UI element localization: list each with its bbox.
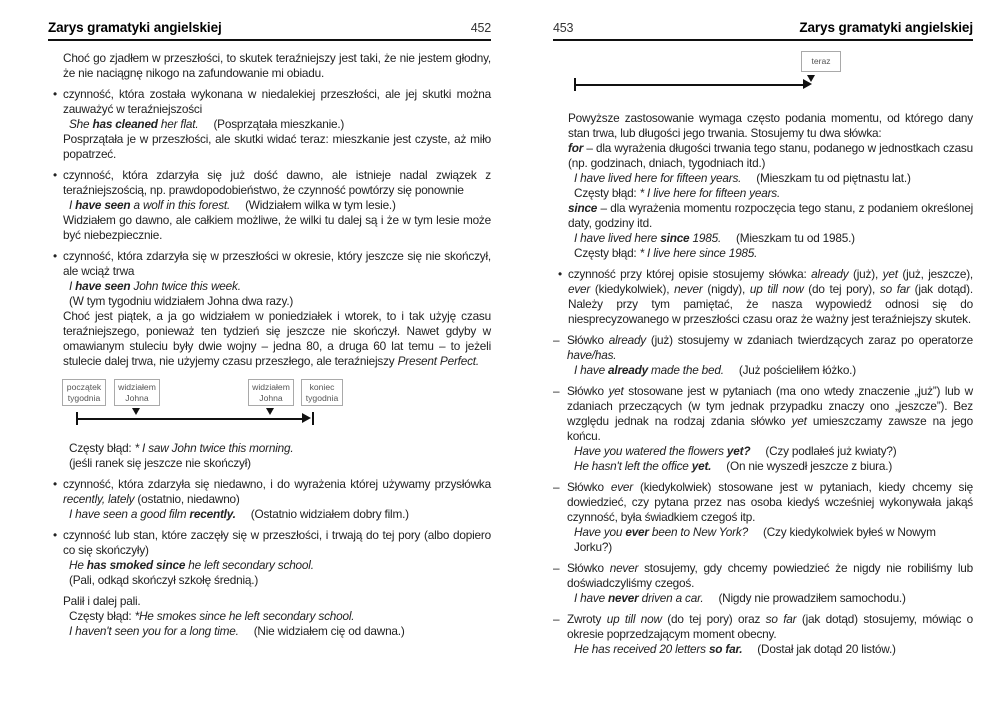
dash-item — [553, 561, 973, 591]
text-run: (Dostał jak dotąd 20 listów.) — [757, 642, 896, 656]
text-run: (do tej pory), — [803, 282, 880, 296]
text-run: ever — [610, 480, 633, 494]
text-run: a wolf in this forest. — [130, 198, 231, 212]
dash-item — [553, 384, 973, 444]
text-run: (Nigdy nie prowadziłem samochodu.) — [718, 591, 906, 605]
text-run: Słówko — [567, 384, 609, 398]
box-label: teraz — [811, 56, 831, 66]
text-run: recently, lately — [63, 492, 135, 506]
page-number: 453 — [553, 21, 574, 35]
text-run: (Pali, odkąd skończył szkołę średnią.) — [69, 573, 259, 587]
text-run: yet — [882, 267, 898, 281]
text-run: (już), — [848, 267, 883, 281]
text-run: made the bed. — [647, 363, 724, 377]
box-label: Johna — [125, 392, 149, 403]
text-run: Słówko — [567, 333, 609, 347]
text-run: czynność przy której opisie stosujemy słówka: — [568, 267, 812, 281]
text-run: Zwroty — [567, 612, 607, 626]
down-arrow-icon — [132, 408, 140, 415]
text-run: never — [608, 591, 639, 605]
text-run: has smoked since — [86, 558, 186, 572]
note-line — [69, 609, 491, 624]
text-run: Częsty błąd: — [69, 441, 135, 455]
text-run: been to New York? — [648, 525, 748, 539]
timeline-end-tick — [312, 412, 314, 425]
text-run: so far — [765, 612, 797, 626]
text-run: czynność, która zdarzyła się już dość dawno, ale istnieje nadal związek z teraźniejszością, np. prawdopodobieństwo, że czynność powtórzy się ponownie — [63, 168, 491, 197]
note-line — [574, 246, 973, 261]
timeline-label-box — [801, 51, 841, 72]
text-run: ever — [625, 525, 649, 539]
example-line — [574, 525, 973, 555]
text-run: (ostatnio, niedawno) — [134, 492, 240, 506]
page-right — [553, 20, 973, 657]
text-run: already — [811, 267, 849, 281]
note-line — [69, 441, 491, 456]
box-label: początek — [66, 382, 102, 392]
para-line — [63, 51, 491, 81]
text-run: yet? — [726, 444, 751, 458]
text-run: Częsty błąd: — [574, 246, 640, 260]
text-run: (już, jeszcze), — [897, 267, 973, 281]
text-run: Słówko — [567, 561, 610, 575]
text-run: 1985. — [689, 231, 722, 245]
bullet-item — [48, 87, 491, 117]
text-run: (jak dotąd) stosujemy, mówiąc o okresie poprzedzającym moment obecny. — [567, 612, 973, 641]
text-run: (Nie widziałem cię od dawna.) — [253, 624, 405, 638]
para-line — [63, 594, 491, 609]
box-label: widziałem — [252, 382, 290, 392]
page-header-left — [48, 20, 491, 41]
text-run: (On nie wyszedł jeszcze z biura.) — [726, 459, 893, 473]
text-run: I have lived here — [574, 231, 661, 245]
box-label: tygodnia — [67, 392, 101, 403]
text-run: (Posprzątała mieszkanie.) — [213, 117, 345, 131]
text-run: (Już pościeliłem łóżko.) — [738, 363, 856, 377]
text-run: czynność, która została wykonana w niedalekiej przeszłości, ale jej skutki można zauważyć w teraźniejszości — [63, 87, 491, 116]
example-line — [69, 507, 491, 522]
text-run: (Czy kiedykolwiek byłeś w Nowym Jorku?) — [574, 525, 936, 554]
text-run: * I live here for fifteen years. — [639, 186, 781, 200]
text-run: *He smokes since he left secondary school. — [134, 609, 355, 623]
text-run: czynność, która zdarzyła się niedawno, i do wyrażenia której używamy przysłówka — [63, 477, 491, 491]
week-timeline-diagram — [48, 379, 491, 431]
text-run: Widziałem go dawno, ale całkiem możliwe, że wilki tu dalej są i że w tym lesie może być niebezpiecznie. — [63, 213, 491, 242]
box-label: koniec — [309, 382, 335, 392]
bullet-item — [48, 528, 491, 558]
dash-item — [553, 612, 973, 642]
text-run: for — [568, 141, 584, 155]
box-label: tygodnia — [305, 392, 339, 403]
example-line — [574, 444, 973, 459]
text-run: (Ostatnio widziałem dobry film.) — [250, 507, 409, 521]
timeline-label-box — [301, 379, 343, 406]
text-run: (kiedykolwiek), — [590, 282, 675, 296]
bullet-item — [48, 477, 491, 507]
text-run: driven a car. — [638, 591, 704, 605]
text-run: (Czy podlałeś już kwiaty?) — [765, 444, 897, 458]
text-run: Częsty błąd: — [574, 186, 640, 200]
timeline-label-box — [114, 379, 160, 406]
text-run: have seen — [75, 279, 131, 293]
text-run: up till now — [749, 282, 804, 296]
text-run: stosujemy, gdy chcemy powiedzieć że nigdy nie robiliśmy lub doświadczyliśmy czegoś. — [567, 561, 973, 590]
dash-item — [553, 333, 973, 363]
running-title: Zarys gramatyki angielskiej — [799, 20, 973, 35]
text-run: have/has. — [567, 348, 617, 362]
dash-item — [553, 480, 973, 525]
text-run: since — [568, 201, 598, 215]
down-arrow-icon — [266, 408, 274, 415]
text-run: (W tym tygodniu widziałem Johna dwa razy.) — [69, 294, 294, 308]
text-run: yet — [791, 414, 807, 428]
text-run: I have — [574, 363, 609, 377]
text-run: Have you watered the flowers — [574, 444, 727, 458]
example-line — [69, 279, 491, 294]
text-run: already — [608, 333, 647, 347]
dash-marker: – — [553, 561, 560, 575]
example-line — [574, 642, 973, 657]
para-line — [63, 309, 491, 369]
example-line — [69, 573, 491, 588]
text-run: (jak dotąd). Należy przy tym pamiętać, że nasza wypowiedź odnosi się do niesprecyzowanego w przeszłości czasu oraz że ważny jest teraźniejszy skutek. — [568, 282, 973, 326]
para-line — [568, 111, 973, 141]
example-line — [574, 591, 973, 606]
text-run: have seen — [75, 198, 131, 212]
text-run: (kiedykolwiek) stosowane jest w pytaniach, kiedy chcemy się dowiedzieć, czy pytana przez nas osoba kiedyś wcześniej wykonywała jakąś czynność, była świadkiem czegoś itp. — [567, 480, 973, 524]
text-run: He — [69, 558, 87, 572]
box-label: widziałem — [118, 382, 156, 392]
para-line — [568, 141, 973, 171]
text-run: – dla wyrażenia momentu rozpoczęcia tego stanu, z podaniem określonej daty, godziny itd. — [568, 201, 973, 230]
text-run: so far. — [708, 642, 743, 656]
now-timeline-diagram — [553, 51, 973, 99]
example-line — [69, 294, 491, 309]
text-run: he left secondary school. — [185, 558, 314, 572]
bullet-item — [553, 267, 973, 327]
text-run: Present Perfect. — [397, 354, 479, 368]
example-line — [69, 117, 491, 132]
right-arrowhead-icon — [302, 413, 311, 423]
box-label: Johna — [259, 392, 283, 403]
text-run: (już) stosujemy w zdaniach twierdzących zaraz po operatorze — [646, 333, 973, 347]
text-run: (Mieszkam tu od 1985.) — [736, 231, 855, 245]
text-run: I have seen a good film — [69, 507, 190, 521]
text-run: I have — [574, 591, 609, 605]
bullet-item — [48, 168, 491, 198]
text-run: yet. — [691, 459, 712, 473]
timeline-axis — [574, 84, 805, 86]
bullet-marker: • — [53, 477, 57, 491]
text-run: He hasn't left the office — [574, 459, 692, 473]
dash-marker: – — [553, 384, 560, 398]
timeline-axis — [76, 418, 304, 420]
text-column — [48, 441, 491, 639]
dash-marker: – — [553, 333, 560, 347]
text-run: recently. — [189, 507, 236, 521]
para-line — [63, 132, 491, 162]
text-run: Słówko — [567, 480, 611, 494]
text-run: Choć jest piątek, a ja go widziałem w poniedziałek i wtorek, to i tak użyję czasu teraźniejszego, ponieważ ten tydzień się jeszcze nie skończył. Nawet gdyby w omawianym stuleciu były dwie wojny – jedna 80, a druga 60 lat temu – to jeżeli stulecie dalej trwa, nie użyjemy czasu przeszłego, ale teraźniejszy — [63, 309, 491, 368]
bullet-marker: • — [53, 528, 57, 542]
text-run: yet — [608, 384, 624, 398]
example-line — [69, 624, 491, 639]
page-number: 452 — [470, 21, 491, 35]
text-run: never — [609, 561, 639, 575]
text-run: (Mieszkam tu od piętnastu lat.) — [756, 171, 911, 185]
text-run: – dla wyrażenia długości trwania tego stanu, podanego w jednostkach czasu (np. godzinach, dniach, tygodniach itd.) — [568, 141, 973, 170]
example-line — [69, 558, 491, 573]
text-run: * I saw John twice this morning. — [134, 441, 294, 455]
text-run: * I live here since 1985. — [639, 246, 758, 260]
bullet-marker: • — [558, 267, 562, 281]
text-run: She — [69, 117, 93, 131]
note-line — [574, 186, 973, 201]
text-run: John twice this week. — [130, 279, 241, 293]
text-run: czynność lub stan, które zaczęły się w przeszłości, i trwają do tej pory (albo dopiero co się skończyły) — [63, 528, 491, 557]
text-column — [48, 51, 491, 369]
para-line — [568, 201, 973, 231]
example-line — [574, 231, 973, 246]
text-run: has cleaned — [92, 117, 158, 131]
bullet-marker: • — [53, 168, 57, 182]
page-left — [48, 20, 491, 639]
example-line — [574, 171, 973, 186]
running-title: Zarys gramatyki angielskiej — [48, 20, 222, 35]
text-run: never — [674, 282, 703, 296]
text-run: (do tej pory) oraz — [661, 612, 766, 626]
text-run: since — [660, 231, 690, 245]
text-run: stosowane jest w pytaniach (ma ono wtedy znaczenie „już”) lub w zdaniach przeczących (w tym jednak przypadku znaczy ono „jeszcze”). Bez względu jednak na rodzaj zdania słówko — [567, 384, 973, 428]
example-line — [69, 198, 491, 213]
dash-marker: – — [553, 480, 560, 494]
timeline-label-box — [248, 379, 294, 406]
text-run: Częsty błąd: — [69, 609, 135, 623]
text-run: Palił i dalej pali. — [63, 594, 141, 608]
text-column — [553, 111, 973, 657]
text-run: umieszczamy zawsze na jego końcu. — [567, 414, 974, 443]
text-run: already — [608, 363, 648, 377]
timeline-label-box — [62, 379, 106, 406]
text-run: (jeśli ranek się jeszcze nie skończył) — [69, 456, 251, 470]
bullet-marker: • — [53, 249, 57, 263]
text-run: Have you — [574, 525, 626, 539]
example-line — [574, 363, 973, 378]
text-run: I — [69, 198, 76, 212]
text-run: (nigdy), — [702, 282, 750, 296]
text-run: czynność, która zdarzyła się w przeszłości w okresie, który jeszcze się nie skończył, ale wciąż trwa — [63, 249, 491, 278]
text-run: He has received 20 letters — [574, 642, 709, 656]
text-run: (Widziałem wilka w tym lesie.) — [245, 198, 396, 212]
text-run: I have lived here for fifteen years. — [574, 171, 742, 185]
right-arrowhead-icon — [803, 79, 812, 89]
text-run: Choć go zjadłem w przeszłości, to skutek teraźniejszy jest taki, że nie jestem głodny, że nie naciągnę nikogo na zafundowanie mi obiadu. — [63, 51, 491, 80]
text-run: up till now — [606, 612, 662, 626]
text-run: Posprzątała je w przeszłości, ale skutki widać teraz: mieszkanie jest czyste, aż miło popatrzeć. — [63, 132, 491, 161]
bullet-item — [48, 249, 491, 279]
note-line — [69, 456, 491, 471]
page-header-right — [553, 20, 973, 41]
text-run: Powyższe zastosowanie wymaga często podania momentu, od którego dany stan trwa, lub długości jego trwania. Stosujemy tu dwa słówka: — [568, 111, 973, 140]
bullet-marker: • — [53, 87, 57, 101]
dash-marker: – — [553, 612, 560, 626]
text-run: so far — [879, 282, 910, 296]
text-run: I — [69, 279, 76, 293]
text-run: her flat. — [157, 117, 199, 131]
text-run: I haven't seen you for a long time. — [69, 624, 239, 638]
para-line — [63, 213, 491, 243]
example-line — [574, 459, 973, 474]
text-run: ever — [568, 282, 591, 296]
